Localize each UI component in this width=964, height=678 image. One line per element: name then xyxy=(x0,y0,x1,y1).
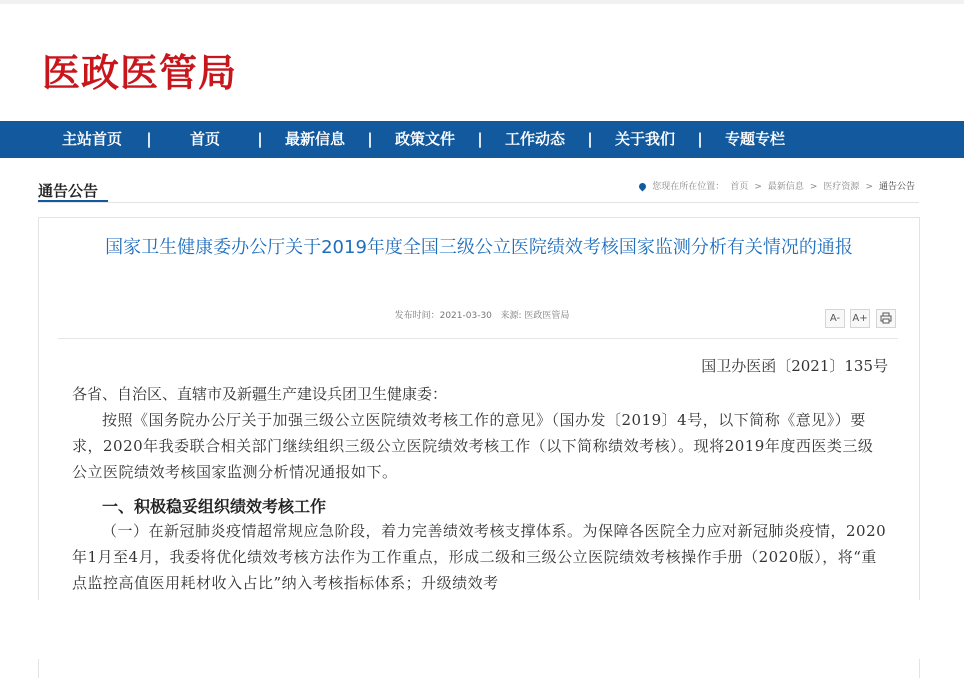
breadcrumb-item-latest[interactable]: 最新信息 xyxy=(767,182,804,192)
recipient-line: 各省、自治区、直辖市及新疆生产建设兵团卫生健康委： xyxy=(72,385,448,403)
doc-number: 国卫办医函〔2021〕135号 xyxy=(701,357,888,375)
nav-item-home[interactable]: 首页 xyxy=(189,130,221,148)
breadcrumb-separator: > xyxy=(809,182,818,192)
breadcrumb-item-home[interactable]: 首页 xyxy=(730,182,749,192)
article-title: 国家卫生健康委办公厅关于2019年度全国三级公立医院绩效考核国家监测分析有关情况的通报 xyxy=(105,237,853,258)
top-border xyxy=(0,0,964,4)
font-smaller-button[interactable]: A- xyxy=(825,309,845,328)
bottom-blank xyxy=(0,600,964,659)
breadcrumb-item-resources[interactable]: 医疗资源 xyxy=(823,182,860,192)
breadcrumb-item-current[interactable]: 通告公告 xyxy=(878,182,915,192)
nav-separator: | xyxy=(146,130,152,148)
publish-time: 发布时间：2021-03-30 xyxy=(394,311,492,321)
section-divider xyxy=(38,202,919,203)
font-larger-button[interactable]: A+ xyxy=(850,309,870,328)
meta-divider xyxy=(58,338,898,339)
nav-item-work[interactable]: 工作动态 xyxy=(504,130,566,148)
article-source: 来源: 医政医管局 xyxy=(500,311,570,321)
breadcrumb xyxy=(636,179,918,192)
breadcrumb-prefix: 您现在所在位置： xyxy=(652,182,725,192)
section-heading-1: 一、积极稳妥组织绩效考核工作 xyxy=(102,497,327,516)
nav-item-policy[interactable]: 政策文件 xyxy=(394,130,456,148)
print-button[interactable] xyxy=(876,309,896,328)
nav-separator: | xyxy=(697,130,703,148)
nav-separator: | xyxy=(587,130,593,148)
paragraph-1-1: （一）在新冠肺炎疫情超常规应急阶段，着力完善绩效考核支撑体系。为保障各医院全力应对新冠肺炎疫情，2020年1月至4月，我委将优化绩效考核方法作为工作重点，形成二级和三级公立医院绩效考核操作手册（2020版），将“重点监控高值医用耗材收入占比”纳入考核指标体系；升级绩效考 xyxy=(72,522,887,592)
location-pin-icon xyxy=(638,182,648,192)
main-nav xyxy=(0,121,964,158)
nav-item-main-home[interactable]: 主站首页 xyxy=(61,130,123,148)
nav-separator: | xyxy=(367,130,373,148)
paragraph-intro: 按照《国务院办公厅关于加强三级公立医院绩效考核工作的意见》（国办发〔2019〕4号，以下简称《意见》）要求，2020年我委联合相关部门继续组织三级公立医院绩效考核工作（以下简称绩效考核）。现将2019年度西医类三级公立医院绩效考核国家监测分析情况通报如下。 xyxy=(72,411,874,481)
breadcrumb-separator: > xyxy=(754,182,762,192)
nav-separator: | xyxy=(257,130,263,148)
print-icon xyxy=(880,312,892,324)
nav-separator: | xyxy=(477,130,483,148)
nav-item-about[interactable]: 关于我们 xyxy=(614,130,676,148)
section-title: 通告公告 xyxy=(38,182,99,200)
nav-item-latest[interactable]: 最新信息 xyxy=(284,130,346,148)
article-meta xyxy=(0,308,964,321)
breadcrumb-separator: > xyxy=(865,182,873,192)
site-logo[interactable]: 医政医管局 xyxy=(42,51,238,95)
nav-item-topics[interactable]: 专题专栏 xyxy=(724,130,786,148)
